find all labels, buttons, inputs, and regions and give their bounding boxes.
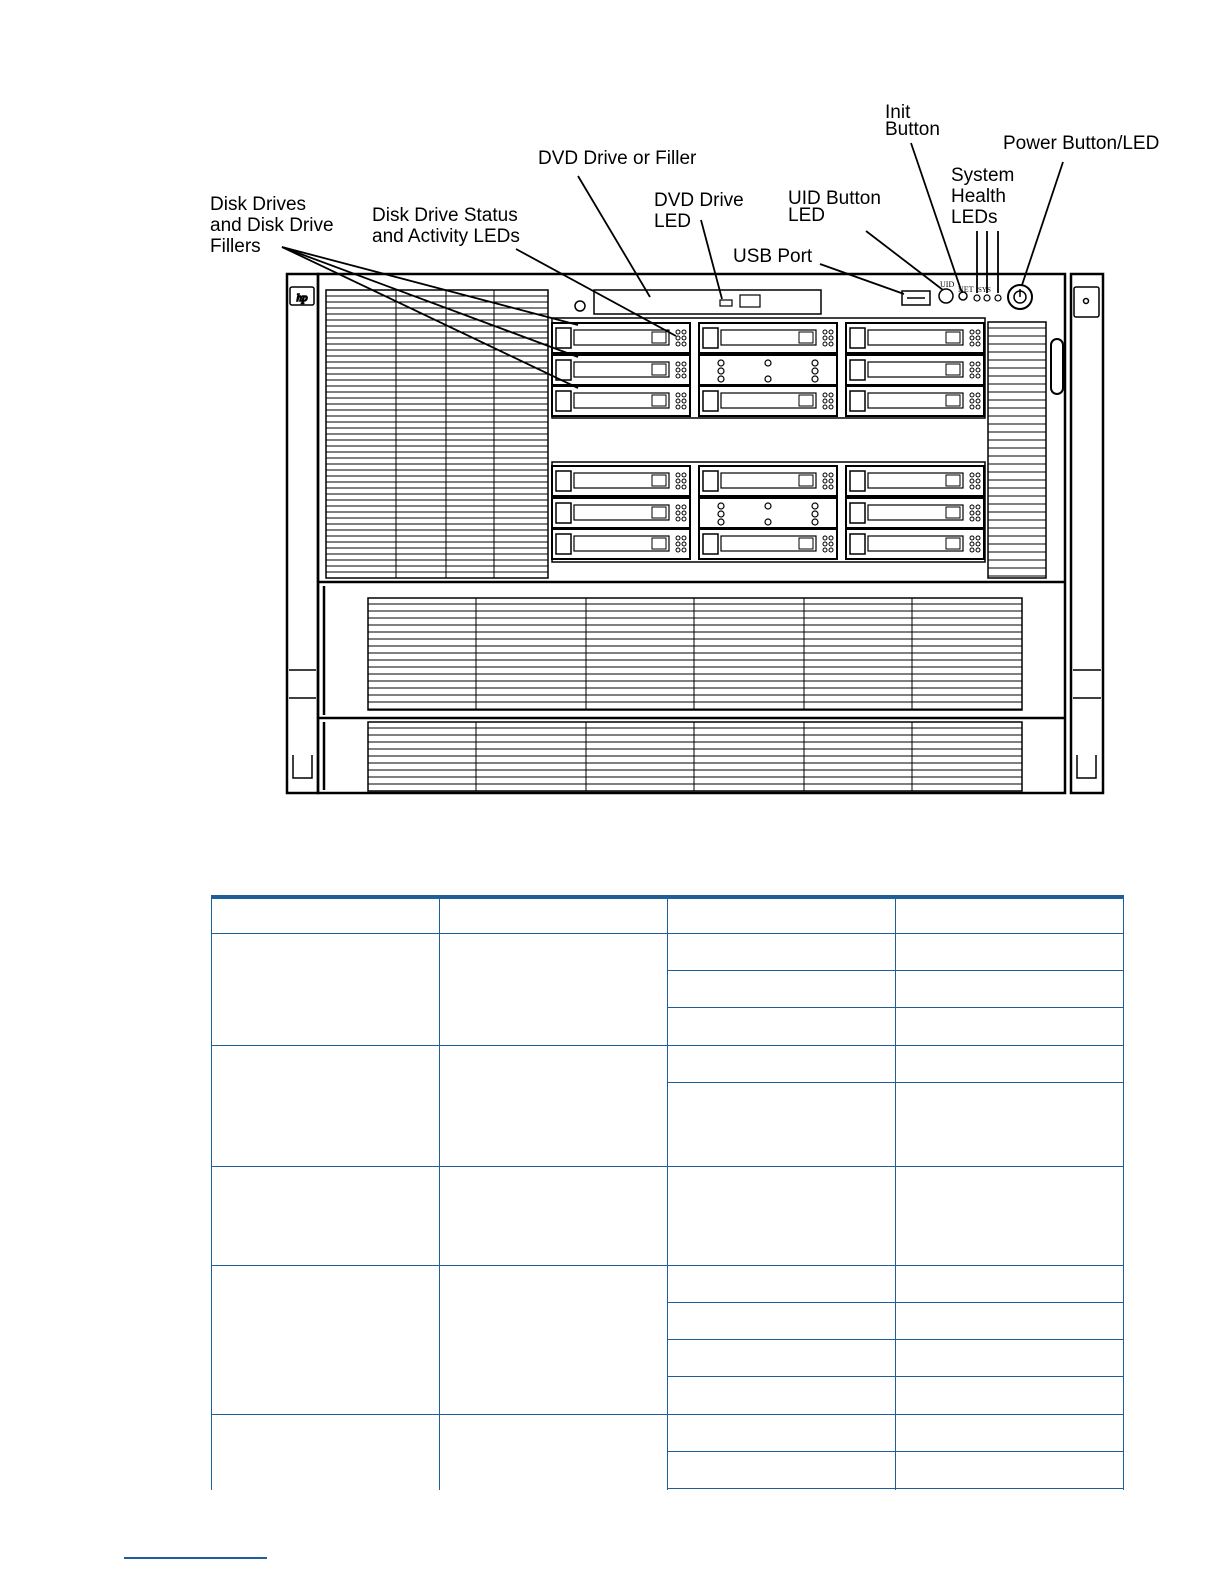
disk-drive — [552, 498, 690, 528]
led-description-table — [211, 895, 1124, 1490]
label-system-health-leds: System Health LEDs — [951, 165, 1015, 228]
lower-vent-bay-2 — [368, 722, 1022, 791]
sys-text: SYS — [978, 286, 991, 294]
table-row-border — [211, 933, 1124, 934]
footnote-rule — [124, 1557, 267, 1559]
disk-drive — [552, 355, 690, 385]
table-row-border — [211, 1265, 1124, 1266]
disk-drive — [699, 323, 837, 353]
uid-text: UID — [940, 280, 955, 289]
disk-filler — [699, 498, 837, 528]
disk-drive — [552, 466, 690, 496]
lower-vent-bay-1 — [368, 598, 1022, 710]
table-subrow-border — [667, 1007, 1124, 1008]
label-uid-button-led: UID Button LED — [788, 188, 881, 226]
table-subrow-border — [667, 1376, 1124, 1377]
lower-disk-bays — [552, 466, 984, 559]
label-init-button: Init Button — [885, 102, 940, 140]
table-row-border — [211, 1414, 1124, 1415]
label-disk-status-leds: Disk Drive Status and Activity LEDs — [372, 205, 520, 247]
table-col-border — [667, 899, 668, 1490]
label-disk-drives: Disk Drives and Disk Drive Fillers — [210, 194, 334, 257]
disk-drive — [699, 529, 837, 559]
dvd-led — [720, 300, 732, 306]
table-subrow-border — [667, 1488, 1124, 1489]
right-handle — [1051, 287, 1101, 778]
table-subrow-border — [667, 1302, 1124, 1303]
disk-filler — [699, 355, 837, 385]
left-handle — [289, 287, 316, 778]
upper-disk-bays — [552, 323, 984, 416]
disk-drive — [552, 323, 690, 353]
table-col-border — [439, 899, 440, 1490]
disk-drive — [699, 466, 837, 496]
disk-drive — [846, 466, 984, 496]
uid-button — [939, 289, 953, 303]
table-col-border — [1123, 899, 1124, 1490]
table-subrow-border — [667, 970, 1124, 971]
label-power-button-led: Power Button/LED — [1003, 133, 1160, 154]
table-row-border — [211, 1166, 1124, 1167]
table-col-border — [211, 899, 212, 1490]
table-subrow-border — [667, 1082, 1124, 1083]
label-dvd-drive-led: DVD Drive LED — [654, 190, 744, 232]
disk-drive — [846, 355, 984, 385]
hp-logo: hp — [296, 292, 308, 304]
disk-drive — [846, 323, 984, 353]
table-subrow-border — [667, 1339, 1124, 1340]
table-subrow-border — [667, 1451, 1124, 1452]
disk-drive — [552, 529, 690, 559]
net-text: NET — [958, 285, 974, 294]
disk-drive — [846, 498, 984, 528]
disk-drive — [552, 386, 690, 416]
disk-drive — [846, 529, 984, 559]
label-usb-port: USB Port — [733, 246, 813, 267]
disk-drive — [699, 386, 837, 416]
label-dvd-drive-filler: DVD Drive or Filler — [538, 148, 697, 169]
disk-drive — [846, 386, 984, 416]
right-vent-grille — [988, 322, 1046, 578]
table-col-border — [895, 899, 896, 1490]
table-row-border — [211, 1045, 1124, 1046]
